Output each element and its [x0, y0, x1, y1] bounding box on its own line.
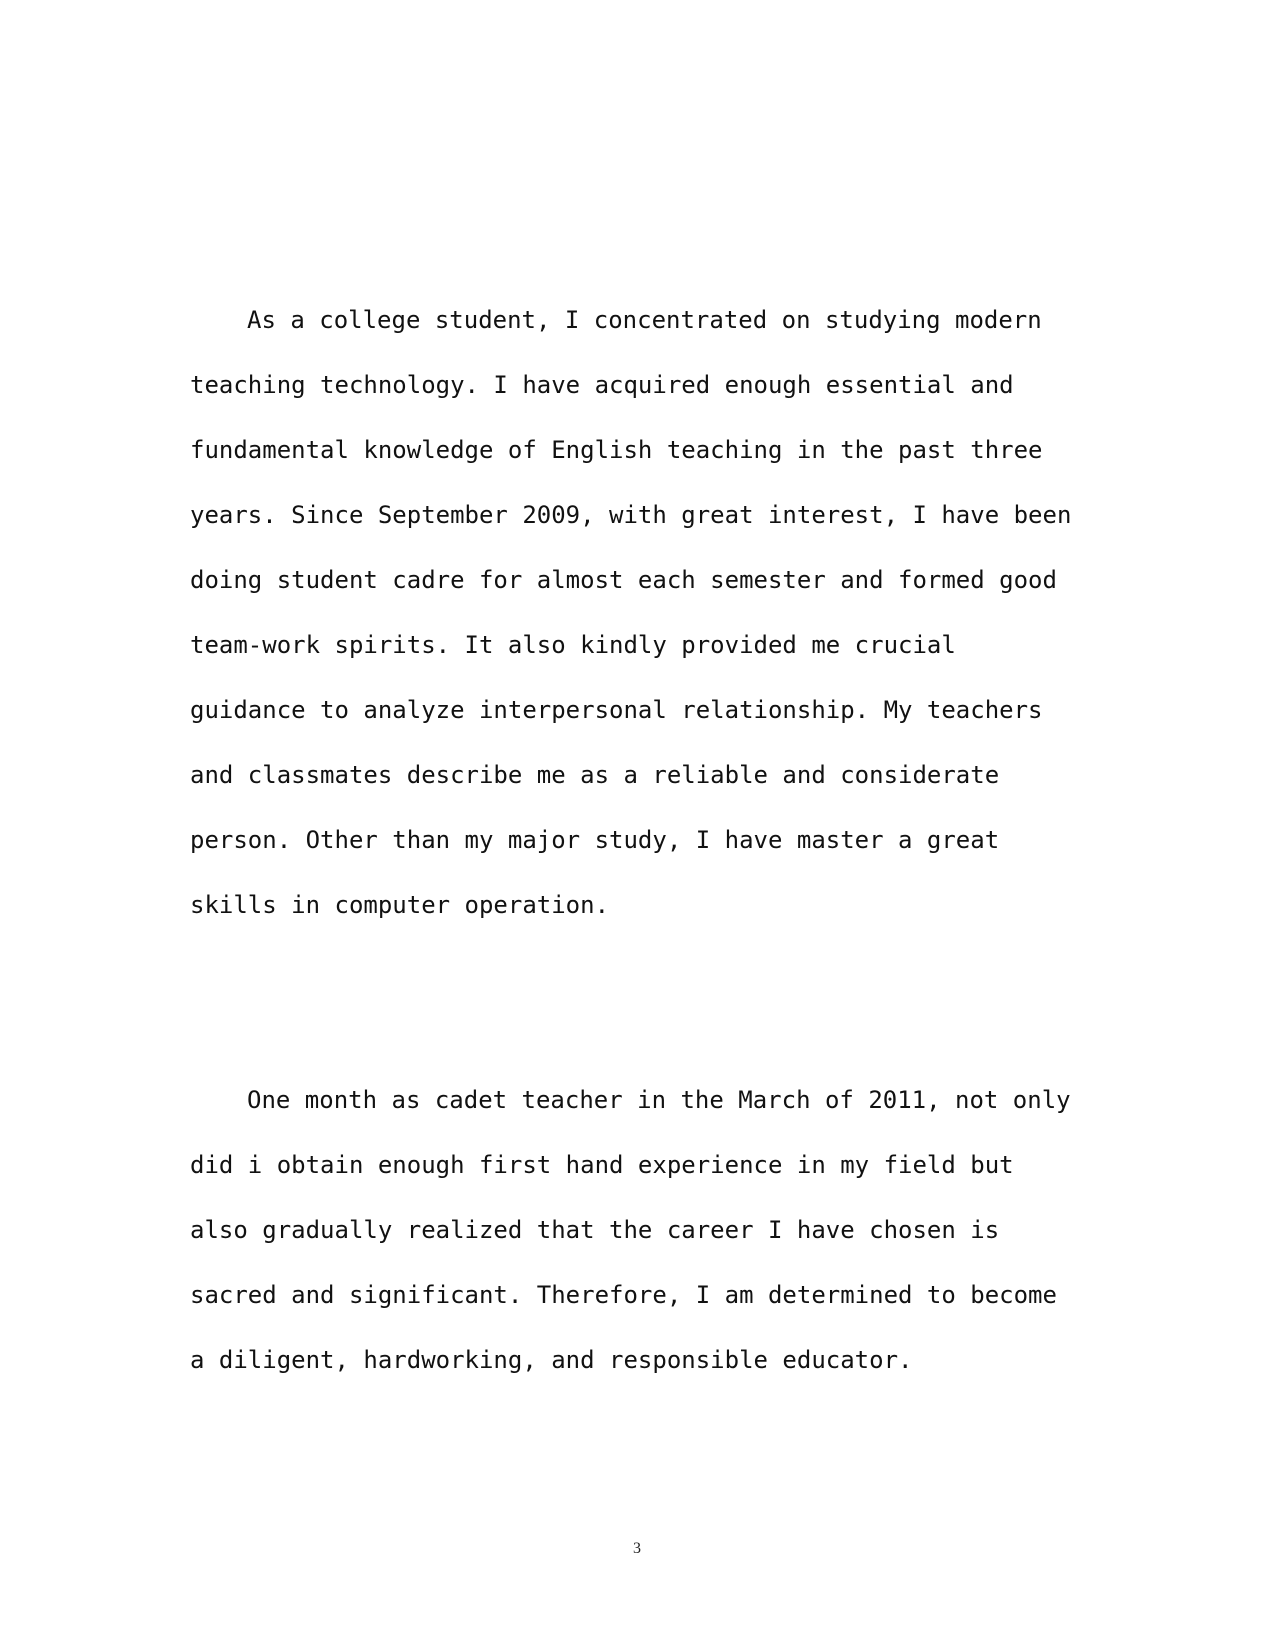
text-line: doing student cadre for almost each semester and formed good [190, 566, 1057, 594]
text-line: years. Since September 2009, with great interest, I have been [190, 501, 1072, 529]
page-number: 3 [633, 1540, 641, 1557]
text-line: and classmates describe me as a reliable and considerate [190, 761, 1000, 789]
text-line: As a college student, I concentrated on studying modern [247, 306, 1042, 334]
text-line: did i obtain enough first hand experience in my field but [190, 1151, 1014, 1179]
text-line: fundamental knowledge of English teaching in the past three [190, 436, 1043, 464]
text-line: also gradually realized that the career I have chosen is [190, 1216, 1000, 1244]
text-line: a diligent, hardworking, and responsible educator. [190, 1346, 913, 1374]
text-line: person. Other than my major study, I have master a great [190, 826, 1000, 854]
text-line: teaching technology. I have acquired enough essential and [190, 371, 1014, 399]
paragraph-2 [190, 1068, 1090, 1393]
text-line: team-work spirits. It also kindly provided me crucial [190, 631, 956, 659]
text-line: skills in computer operation. [190, 891, 610, 919]
text-line: guidance to analyze interpersonal relationship. My teachers [190, 696, 1043, 724]
paragraph-1 [190, 288, 1090, 938]
text-line: sacred and significant. Therefore, I am determined to become [190, 1281, 1057, 1309]
text-line: One month as cadet teacher in the March of 2011, not only [247, 1086, 1071, 1114]
